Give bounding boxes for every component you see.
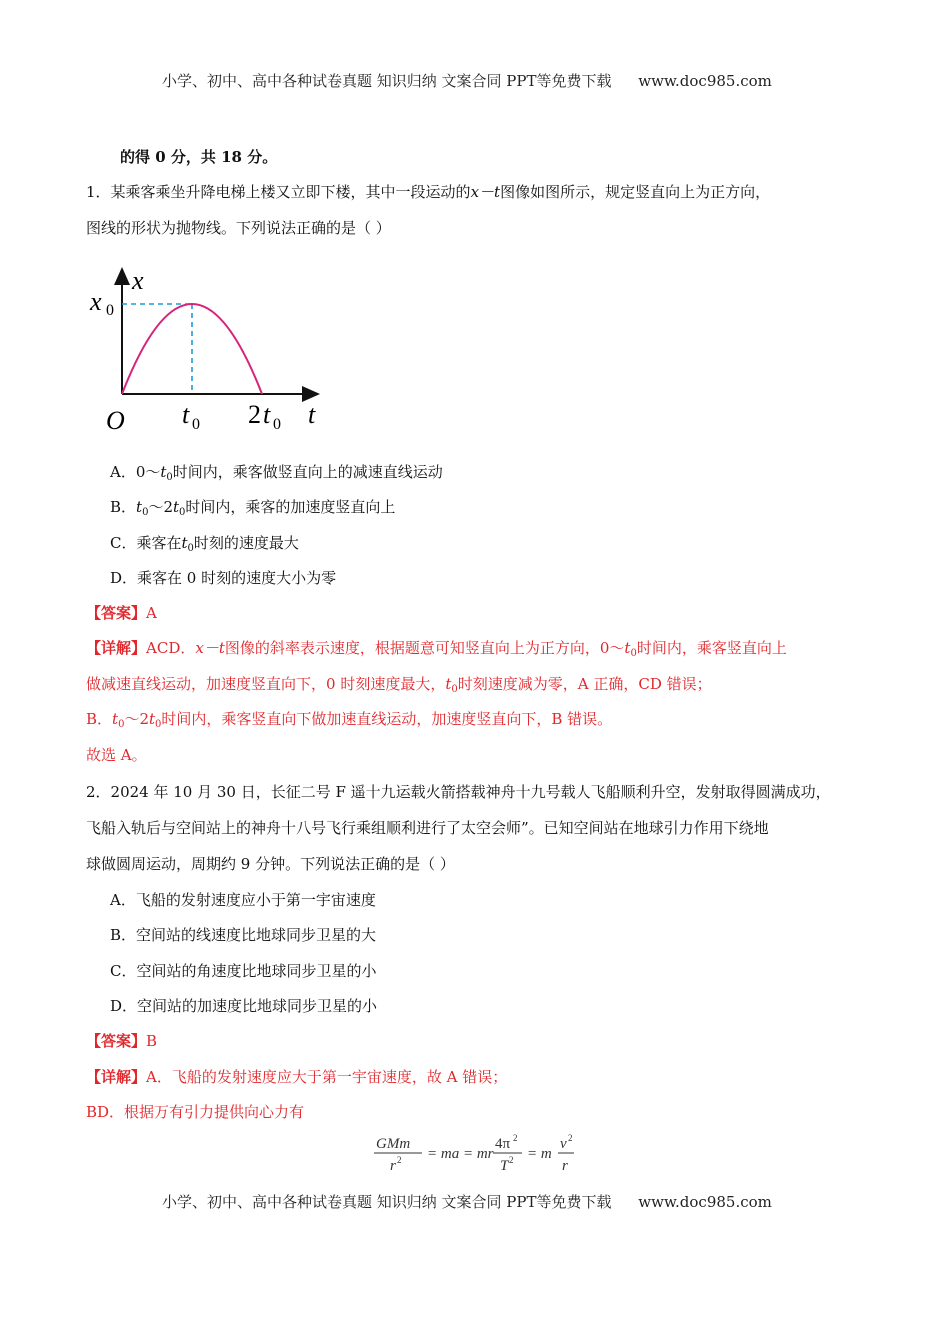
y-axis-label: x [132,266,144,295]
q1-detail-line1: 【详解】ACD．x－t图像的斜率表示速度，根据题意可知竖直向上为正方向，$0\sim t_0$时间内，乘客竖直向上 [86,639,787,659]
q1-option-d: D．乘客在 0 时刻的速度大小为零 [110,569,337,587]
xt-graph [86,263,336,438]
eq2: = m [527,1146,552,1162]
f1-denominator: r [390,1158,396,1174]
page-footer [162,1191,772,1212]
origin-label: O [106,406,125,435]
f3-numerator: v [560,1136,567,1152]
q1-option-b: B．$t_0\sim 2t_0$时间内，乘客的加速度竖直向上 [110,498,396,518]
f2-numerator: 4π [495,1136,511,1152]
2t0-sub: 0 [273,416,281,433]
gravity-formula [370,1130,585,1178]
footer-site[interactable]: www.doc985.com [638,1193,772,1211]
q2-stem-line3: 球做圆周运动，周期约 9 分钟。下列说法正确的是（ ） [86,855,455,873]
f2-denominator: T [500,1158,509,1174]
f2-num-exp: 2 [513,1133,518,1143]
q2-option-d: D．空间站的加速度比地球同步卫星的小 [110,997,378,1015]
2t0-label: t [263,400,271,429]
header-text: 小学、初中、高中各种试卷真题 知识归纳 文案合同 PPT等免费下载 [162,72,612,90]
q1-answer: 【答案】A [86,604,157,622]
q2-stem-line1: 2．2024 年 10 月 30 日，长征二号 F 遥十九运载火箭搭载神舟十九号载人飞船顺利升空，发射取得圆满成功， [86,783,831,801]
f1-numerator: GMm [376,1136,411,1152]
q1-conclusion: 故选 A。 [86,746,147,764]
q2-option-b: B．空间站的线速度比地球同步卫星的大 [110,926,377,944]
q2-option-a: A．飞船的发射速度应小于第一宇宙速度 [110,891,376,909]
section-intro: 的得 0 分，共 18 分。 [120,148,278,166]
q1-number: 1． [86,183,111,201]
q1-option-c: C．乘客在$t_0$时刻的速度最大 [110,534,299,554]
q1-detail-line2: 做减速直线运动，加速度竖直向下，0 时刻速度最大，$t_0$时刻速度减为零，A 正确，CD 错误； [86,675,712,695]
q1-detail-line3: B．$t_0\sim 2t_0$时间内，乘客竖直向下做加速直线运动，加速度竖直向下，B 错误。 [86,710,613,730]
q2-detail-line1: 【详解】A．飞船的发射速度应大于第一宇宙速度，故 A 错误； [86,1068,508,1086]
x0-sub: 0 [106,302,114,319]
footer-text: 小学、初中、高中各种试卷真题 知识归纳 文案合同 PPT等免费下载 [162,1193,612,1211]
f1-den-exp: 2 [397,1155,402,1165]
f3-num-exp: 2 [568,1133,573,1143]
f2-den-exp: 2 [509,1155,514,1165]
f3-denominator: r [562,1158,568,1174]
q2-detail-line2: BD．根据万有引力提供向心力有 [86,1103,305,1121]
eq1: = ma = mr [427,1146,494,1162]
header-site[interactable]: www.doc985.com [638,72,772,90]
x0-label: x [90,287,102,316]
t0-sub: 0 [192,416,200,433]
2t0-coef: 2 [248,400,261,429]
q2-answer: 【答案】B [86,1032,158,1050]
q2-stem-line2: 飞船入轨后与空间站上的神舟十八号飞行乘组顺利进行了太空会师”。已知空间站在地球引力作用下绕地 [86,819,769,837]
q2-number: 2． [86,783,111,801]
q1-option-a: A．$0\sim t_0$时间内，乘客做竖直向上的减速直线运动 [110,463,443,483]
t0-label: t [182,400,190,429]
q2-option-c: C．空间站的角速度比地球同步卫星的小 [110,962,377,980]
page-header [162,70,772,91]
q1-stem-line1: 1．某乘客乘坐升降电梯上楼又立即下楼，其中一段运动的x－t图像如图所示，规定竖直向上为正方向， [86,183,771,201]
q1-stem-line2: 图线的形状为抛物线。下列说法正确的是（ ） [86,219,391,237]
x-axis-label: t [308,400,316,429]
